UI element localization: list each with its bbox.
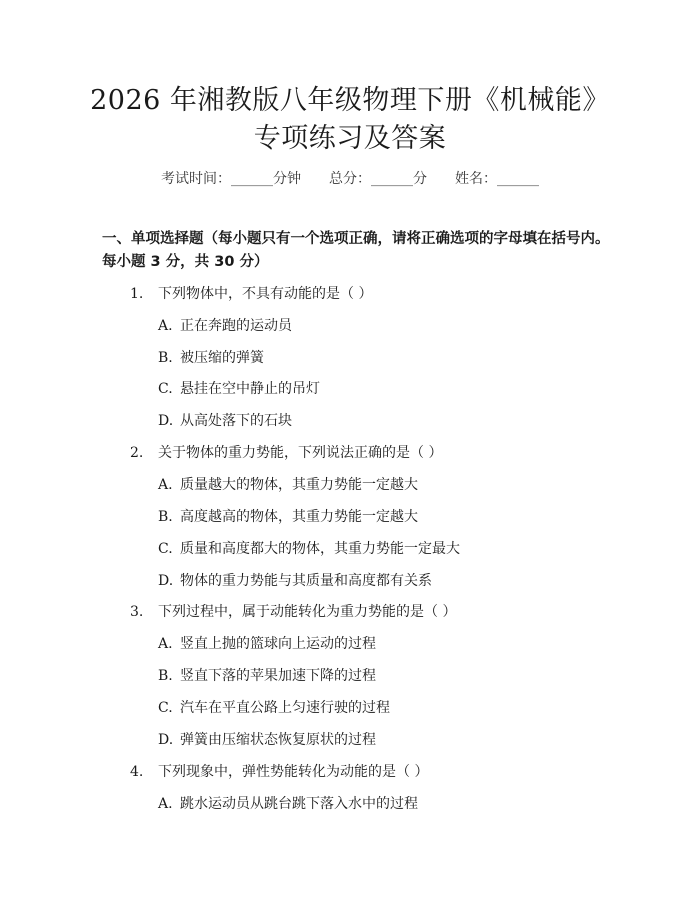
option-3a: [158, 633, 376, 653]
option-text: 竖直上抛的篮球向上运动的过程: [180, 636, 376, 652]
option-text: 跳水运动员从跳台跳下落入水中的过程: [180, 796, 418, 812]
option-letter: A.: [158, 477, 173, 493]
option-letter: A.: [158, 796, 173, 812]
option-text: 物体的重力势能与其质量和高度都有关系: [180, 573, 432, 589]
question-number: 2.: [130, 445, 144, 461]
option-letter: B.: [158, 668, 173, 684]
option-2c: [158, 538, 460, 558]
option-text: 被压缩的弹簧: [180, 350, 264, 366]
option-letter: B.: [158, 509, 173, 525]
option-4a: [158, 793, 418, 813]
option-2d: [158, 570, 432, 590]
option-text: 正在奔跑的运动员: [180, 318, 292, 334]
section-heading: 一、单项选择题（每小题只有一个选项正确，请将正确选项的字母填在括号内。每小题 3 分，共 30 分）: [102, 231, 610, 270]
option-text: 质量越大的物体，其重力势能一定越大: [180, 477, 418, 493]
total-score-label: 总分：______分: [329, 171, 427, 187]
option-1c: [158, 378, 320, 398]
option-3b: [158, 665, 376, 685]
option-letter: A.: [158, 318, 173, 334]
option-text: 汽车在平直公路上匀速行驶的过程: [180, 700, 390, 716]
option-letter: B.: [158, 350, 173, 366]
option-letter: D.: [158, 732, 174, 748]
question-text: 下列过程中，属于动能转化为重力势能的是（ ）: [158, 604, 457, 620]
question-2: [130, 442, 442, 462]
exam-time-label: 考试时间：______分钟: [161, 171, 301, 187]
option-2a: [158, 474, 418, 494]
question-3: [130, 601, 456, 621]
option-3c: [158, 697, 390, 717]
exam-meta: [0, 168, 700, 188]
option-2b: [158, 506, 418, 526]
option-letter: D.: [158, 413, 174, 429]
question-text: 下列物体中，不具有动能的是（ ）: [158, 286, 373, 302]
option-text: 弹簧由压缩状态恢复原状的过程: [180, 732, 376, 748]
question-4: [130, 761, 428, 781]
option-text: 质量和高度都大的物体，其重力势能一定最大: [180, 541, 460, 557]
question-number: 4.: [130, 764, 144, 780]
option-letter: D.: [158, 573, 174, 589]
question-number: 1.: [130, 286, 144, 302]
option-text: 从高处落下的石块: [180, 413, 292, 429]
option-letter: C.: [158, 381, 173, 397]
option-letter: A.: [158, 636, 173, 652]
option-text: 悬挂在空中静止的吊灯: [180, 381, 320, 397]
option-letter: C.: [158, 541, 173, 557]
question-text: 下列现象中，弹性势能转化为动能的是（ ）: [158, 764, 429, 780]
option-1b: [158, 347, 264, 367]
document-title: 2026 年湘教版八年级物理下册《机械能》专项练习及答案: [90, 85, 610, 154]
option-3d: [158, 729, 376, 749]
option-1a: [158, 315, 292, 335]
option-text: 高度越高的物体，其重力势能一定越大: [180, 509, 418, 525]
option-text: 竖直下落的苹果加速下降的过程: [180, 668, 376, 684]
question-text: 关于物体的重力势能，下列说法正确的是（ ）: [158, 445, 443, 461]
question-1: [130, 283, 372, 303]
option-1d: [158, 410, 292, 430]
option-letter: C.: [158, 700, 173, 716]
question-number: 3.: [130, 604, 144, 620]
name-label: 姓名：______: [455, 171, 539, 187]
